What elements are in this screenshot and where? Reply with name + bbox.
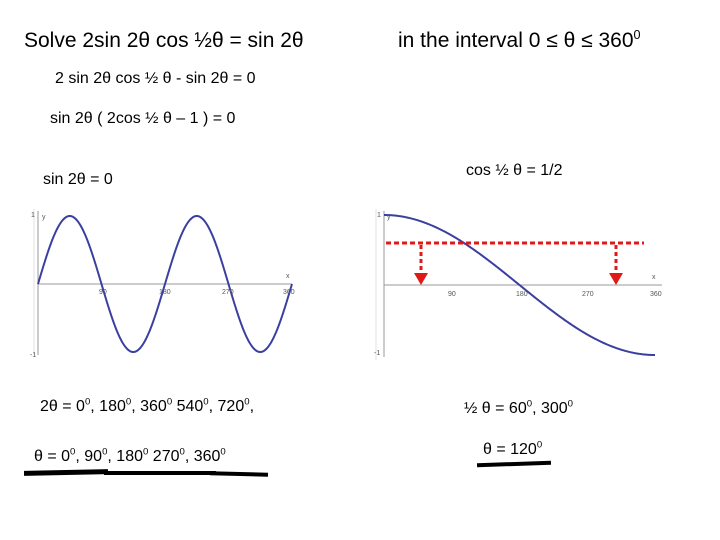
left-tick-270: 270 [222,289,234,296]
left-tick-180: 180 [159,289,171,296]
left-x-axis-label: x [286,273,290,280]
degree-sup: 0 [125,396,132,408]
solution-theta-part: , 360 [184,448,221,465]
step-2: sin 2θ ( 2cos ½ θ – 1 ) = 0 [50,110,236,127]
left-tick-360: 360 [283,289,295,296]
right-case-label: cos ½ θ = 1/2 [466,162,563,179]
degree-sup: 0 [536,439,543,451]
problem-statement: Solve 2sin 2θ cos ½θ = sin 2θ [24,29,304,52]
solution-2theta [40,396,255,415]
solution-theta-part: θ = 120 [483,441,537,458]
degree-sup: 0 [567,398,573,410]
left-tick-90: 90 [99,289,107,296]
solution-2theta-part: , 180 [90,398,126,415]
left-y-axis-label: y [42,214,46,221]
solution-2theta-part: , [249,398,255,415]
step-1: 2 sin 2θ cos ½ θ - sin 2θ = 0 [55,70,256,87]
solution-theta-part: , 180 [107,448,143,465]
underline-stroke [210,471,268,477]
right-tick-90: 90 [448,291,456,298]
degree-sup: 0 [84,396,91,408]
underline-stroke [24,469,108,476]
degree-sup: 0 [526,398,533,410]
degree-sup: 0 [70,446,76,458]
solution-theta-part: 270 [148,448,180,465]
solution-2theta-part: , 360 [131,398,167,415]
degree-sup: 0 [203,396,209,408]
left-y-top-label: 1 [31,212,35,219]
sin-2theta-graph [30,205,300,360]
right-tick-270: 270 [582,291,594,298]
degree-sup: 0 [179,446,185,458]
solution-2theta-part: 540 [172,398,204,415]
interval-statement [398,30,641,51]
underline-stroke [477,461,551,468]
right-y-axis-label: y [387,214,391,221]
solution-theta-left [34,446,226,465]
degree-sup: 0 [244,396,250,408]
solution-half-theta [464,398,573,417]
solution-2theta-part: 2θ = 0 [40,398,85,415]
solution-theta-right [483,439,543,458]
right-y-bottom-label: -1 [374,350,381,357]
left-case-label: sin 2θ = 0 [43,171,113,188]
arrow-down-60 [414,273,428,285]
solution-theta-part: , 90 [75,448,103,465]
right-x-axis-label: x [652,274,656,281]
right-tick-180: 180 [516,291,528,298]
interval-degree: 0 [633,28,641,42]
solution-half-theta-part: , 300 [532,400,568,417]
degree-sup: 0 [102,446,108,458]
arrow-down-300 [609,273,623,285]
solution-half-theta-part: ½ θ = 60 [464,400,527,417]
degree-sup: 0 [166,396,173,408]
left-y-bottom-label: -1 [30,352,37,359]
solution-2theta-part: , 720 [208,398,245,415]
right-tick-360: 360 [650,291,662,298]
underline-stroke [104,471,216,475]
interval-text: in the interval 0 ≤ θ ≤ 360 [398,29,634,52]
degree-sup: 0 [143,446,149,458]
solution-theta-part: θ = 0 [34,448,71,465]
cos-half-theta-graph [372,205,672,365]
degree-sup: 0 [220,446,226,458]
right-y-top-label: 1 [377,212,381,219]
